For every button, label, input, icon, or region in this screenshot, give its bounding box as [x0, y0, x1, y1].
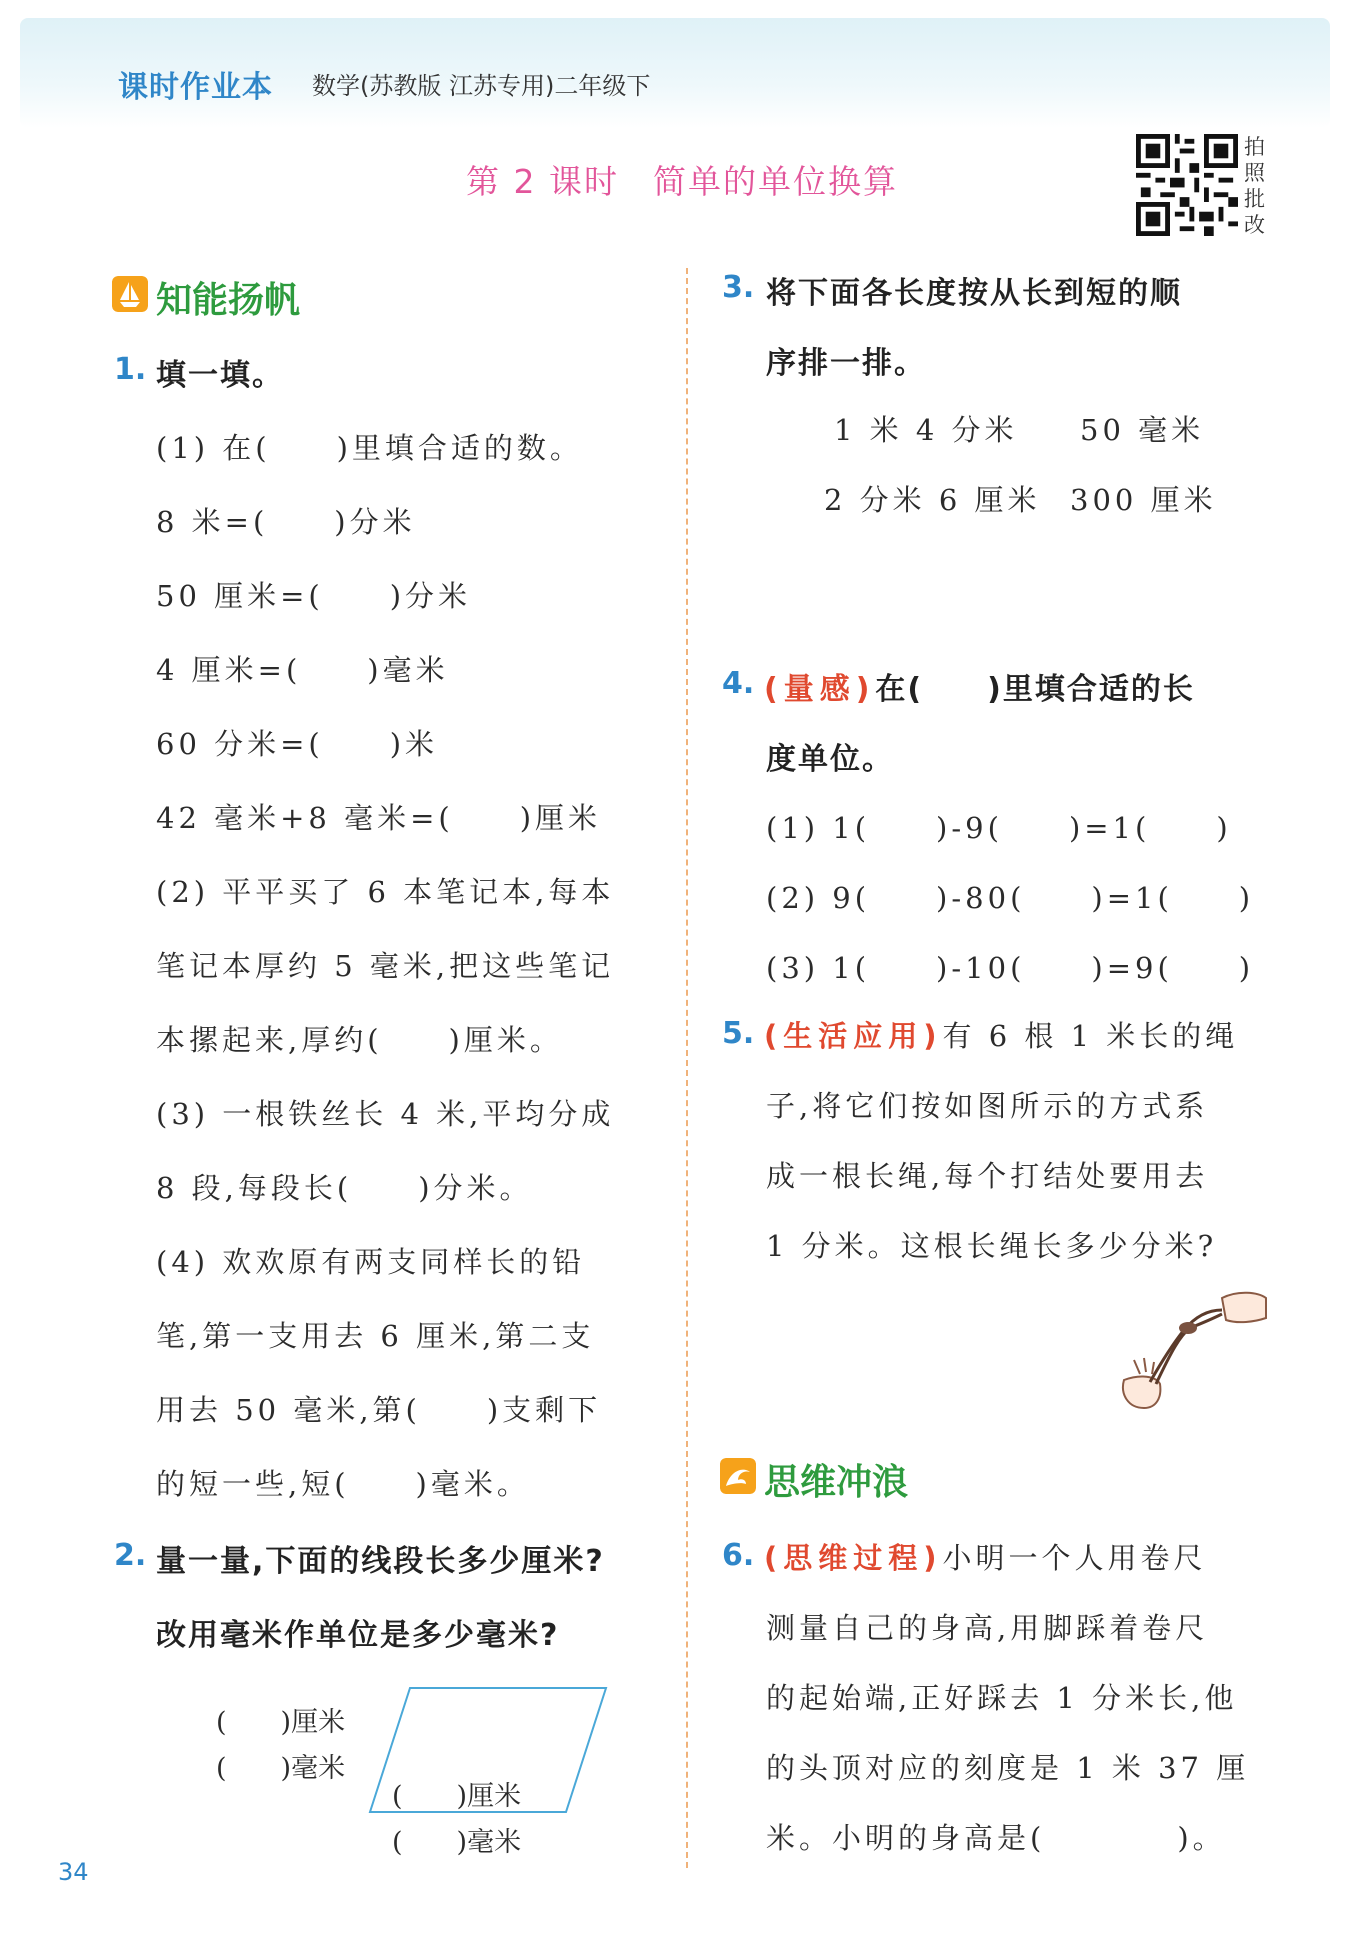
q2-label-mm-1: ( )毫米 [216, 1753, 346, 1784]
tag-life-application: (生活应用) [764, 1019, 943, 1053]
question-4-text: 在( )里填合适的长 [875, 672, 1195, 707]
question-3-number: 3. [722, 270, 755, 305]
q1-line: 用去 50 毫米,第( )支剩下 [156, 1393, 602, 1427]
question-4-line2: 度单位。 [766, 742, 894, 777]
q1-line: 的短一些,短( )毫米。 [156, 1467, 530, 1501]
q4-row: (2) 9( )-80( )=1( ) [766, 881, 1255, 915]
q1-line: 60 分米=( )米 [156, 727, 439, 761]
question-2-line1: 量一量,下面的线段长多少厘米? [156, 1544, 605, 1579]
lesson-name: 简单的单位换算 [652, 162, 898, 201]
column-divider [686, 268, 688, 1868]
qr-code-icon[interactable] [1136, 134, 1238, 236]
q6-line: 米。小明的身高是( )。 [766, 1821, 1226, 1855]
q1-line: 笔,第一支用去 6 厘米,第二支 [156, 1319, 595, 1353]
q2-label-cm-2: ( )厘米 [392, 1781, 522, 1812]
tag-liang-gan: (量感) [764, 672, 876, 707]
question-2-line2: 改用毫米作单位是多少毫米? [156, 1618, 560, 1653]
q4-row: (1) 1( )-9( )=1( ) [766, 811, 1232, 845]
q3-item: 50 毫米 [1080, 413, 1205, 447]
section-title-siwei: 思维冲浪 [764, 1462, 909, 1503]
q6-line: 测量自己的身高,用脚踩着卷尺 [766, 1611, 1209, 1645]
qr-label: 拍照批改 [1244, 135, 1265, 237]
brand-title: 课时作业本 [118, 70, 273, 105]
q6-line: 的头顶对应的刻度是 1 米 37 厘 [766, 1751, 1250, 1785]
rope-knot-hands-icon [1110, 1284, 1270, 1414]
q1-line: 笔记本厚约 5 毫米,把这些笔记 [156, 949, 615, 983]
q1-line: 本摞起来,厚约( )厘米。 [156, 1023, 563, 1057]
question-2-number: 2. [114, 1538, 147, 1573]
question-5-text: 有 6 根 1 米长的绳 [942, 1019, 1239, 1053]
q1-line: 4 厘米=( )毫米 [156, 653, 449, 687]
question-6-text: 小明一个人用卷尺 [942, 1541, 1207, 1575]
q1-line: 42 毫米+8 毫米=( )厘米 [156, 801, 602, 835]
q3-item: 2 分米 6 厘米 [824, 483, 1041, 517]
question-6-line1 [764, 1536, 1207, 1577]
q1-line: (4) 欢欢原有两支同样长的铅 [156, 1245, 586, 1279]
lesson-number: 第 2 课时 [466, 162, 619, 201]
q3-item: 300 厘米 [1070, 483, 1217, 517]
question-1-title: 填一填。 [156, 358, 284, 393]
q2-label-mm-2: ( )毫米 [392, 1827, 522, 1858]
question-5-number: 5. [722, 1016, 755, 1051]
q1-line: 8 段,每段长( )分米。 [156, 1171, 533, 1205]
book-info: 数学(苏教版 江苏专用)二年级下 [312, 72, 651, 100]
question-5-line1 [764, 1014, 1238, 1055]
q1-line: (3) 一根铁丝长 4 米,平均分成 [156, 1097, 615, 1131]
q1-line: 8 米=( )分米 [156, 505, 416, 539]
section-title-zhineng: 知能扬帆 [156, 280, 301, 321]
tag-thinking-process: (思维过程) [764, 1541, 943, 1575]
question-6-number: 6. [722, 1538, 755, 1573]
q1-line: (2) 平平买了 6 本笔记本,每本 [156, 875, 615, 909]
q4-row: (3) 1( )-10( )=9( ) [766, 951, 1255, 985]
page-number: 34 [58, 1858, 89, 1886]
question-3-line1: 将下面各长度按从长到短的顺 [766, 276, 1182, 311]
q5-line: 1 分米。这根长绳长多少分米? [766, 1229, 1218, 1263]
q3-item: 1 米 4 分米 [834, 413, 1018, 447]
lesson-title [466, 156, 898, 203]
q1-line: 50 厘米=( )分米 [156, 579, 472, 613]
q2-label-cm-1: ( )厘米 [216, 1707, 346, 1738]
wave-icon [720, 1458, 756, 1494]
question-1-number: 1. [114, 352, 147, 387]
q6-line: 的起始端,正好踩去 1 分米长,他 [766, 1681, 1238, 1715]
question-4-number: 4. [722, 666, 755, 701]
sail-icon [112, 276, 148, 312]
question-3-line2: 序排一排。 [766, 346, 926, 381]
q5-line: 成一根长绳,每个打结处要用去 [766, 1159, 1209, 1193]
q5-line: 子,将它们按如图所示的方式系 [766, 1089, 1209, 1123]
q1-line: (1) 在( )里填合适的数。 [156, 431, 583, 465]
question-4-line1 [764, 664, 1195, 708]
